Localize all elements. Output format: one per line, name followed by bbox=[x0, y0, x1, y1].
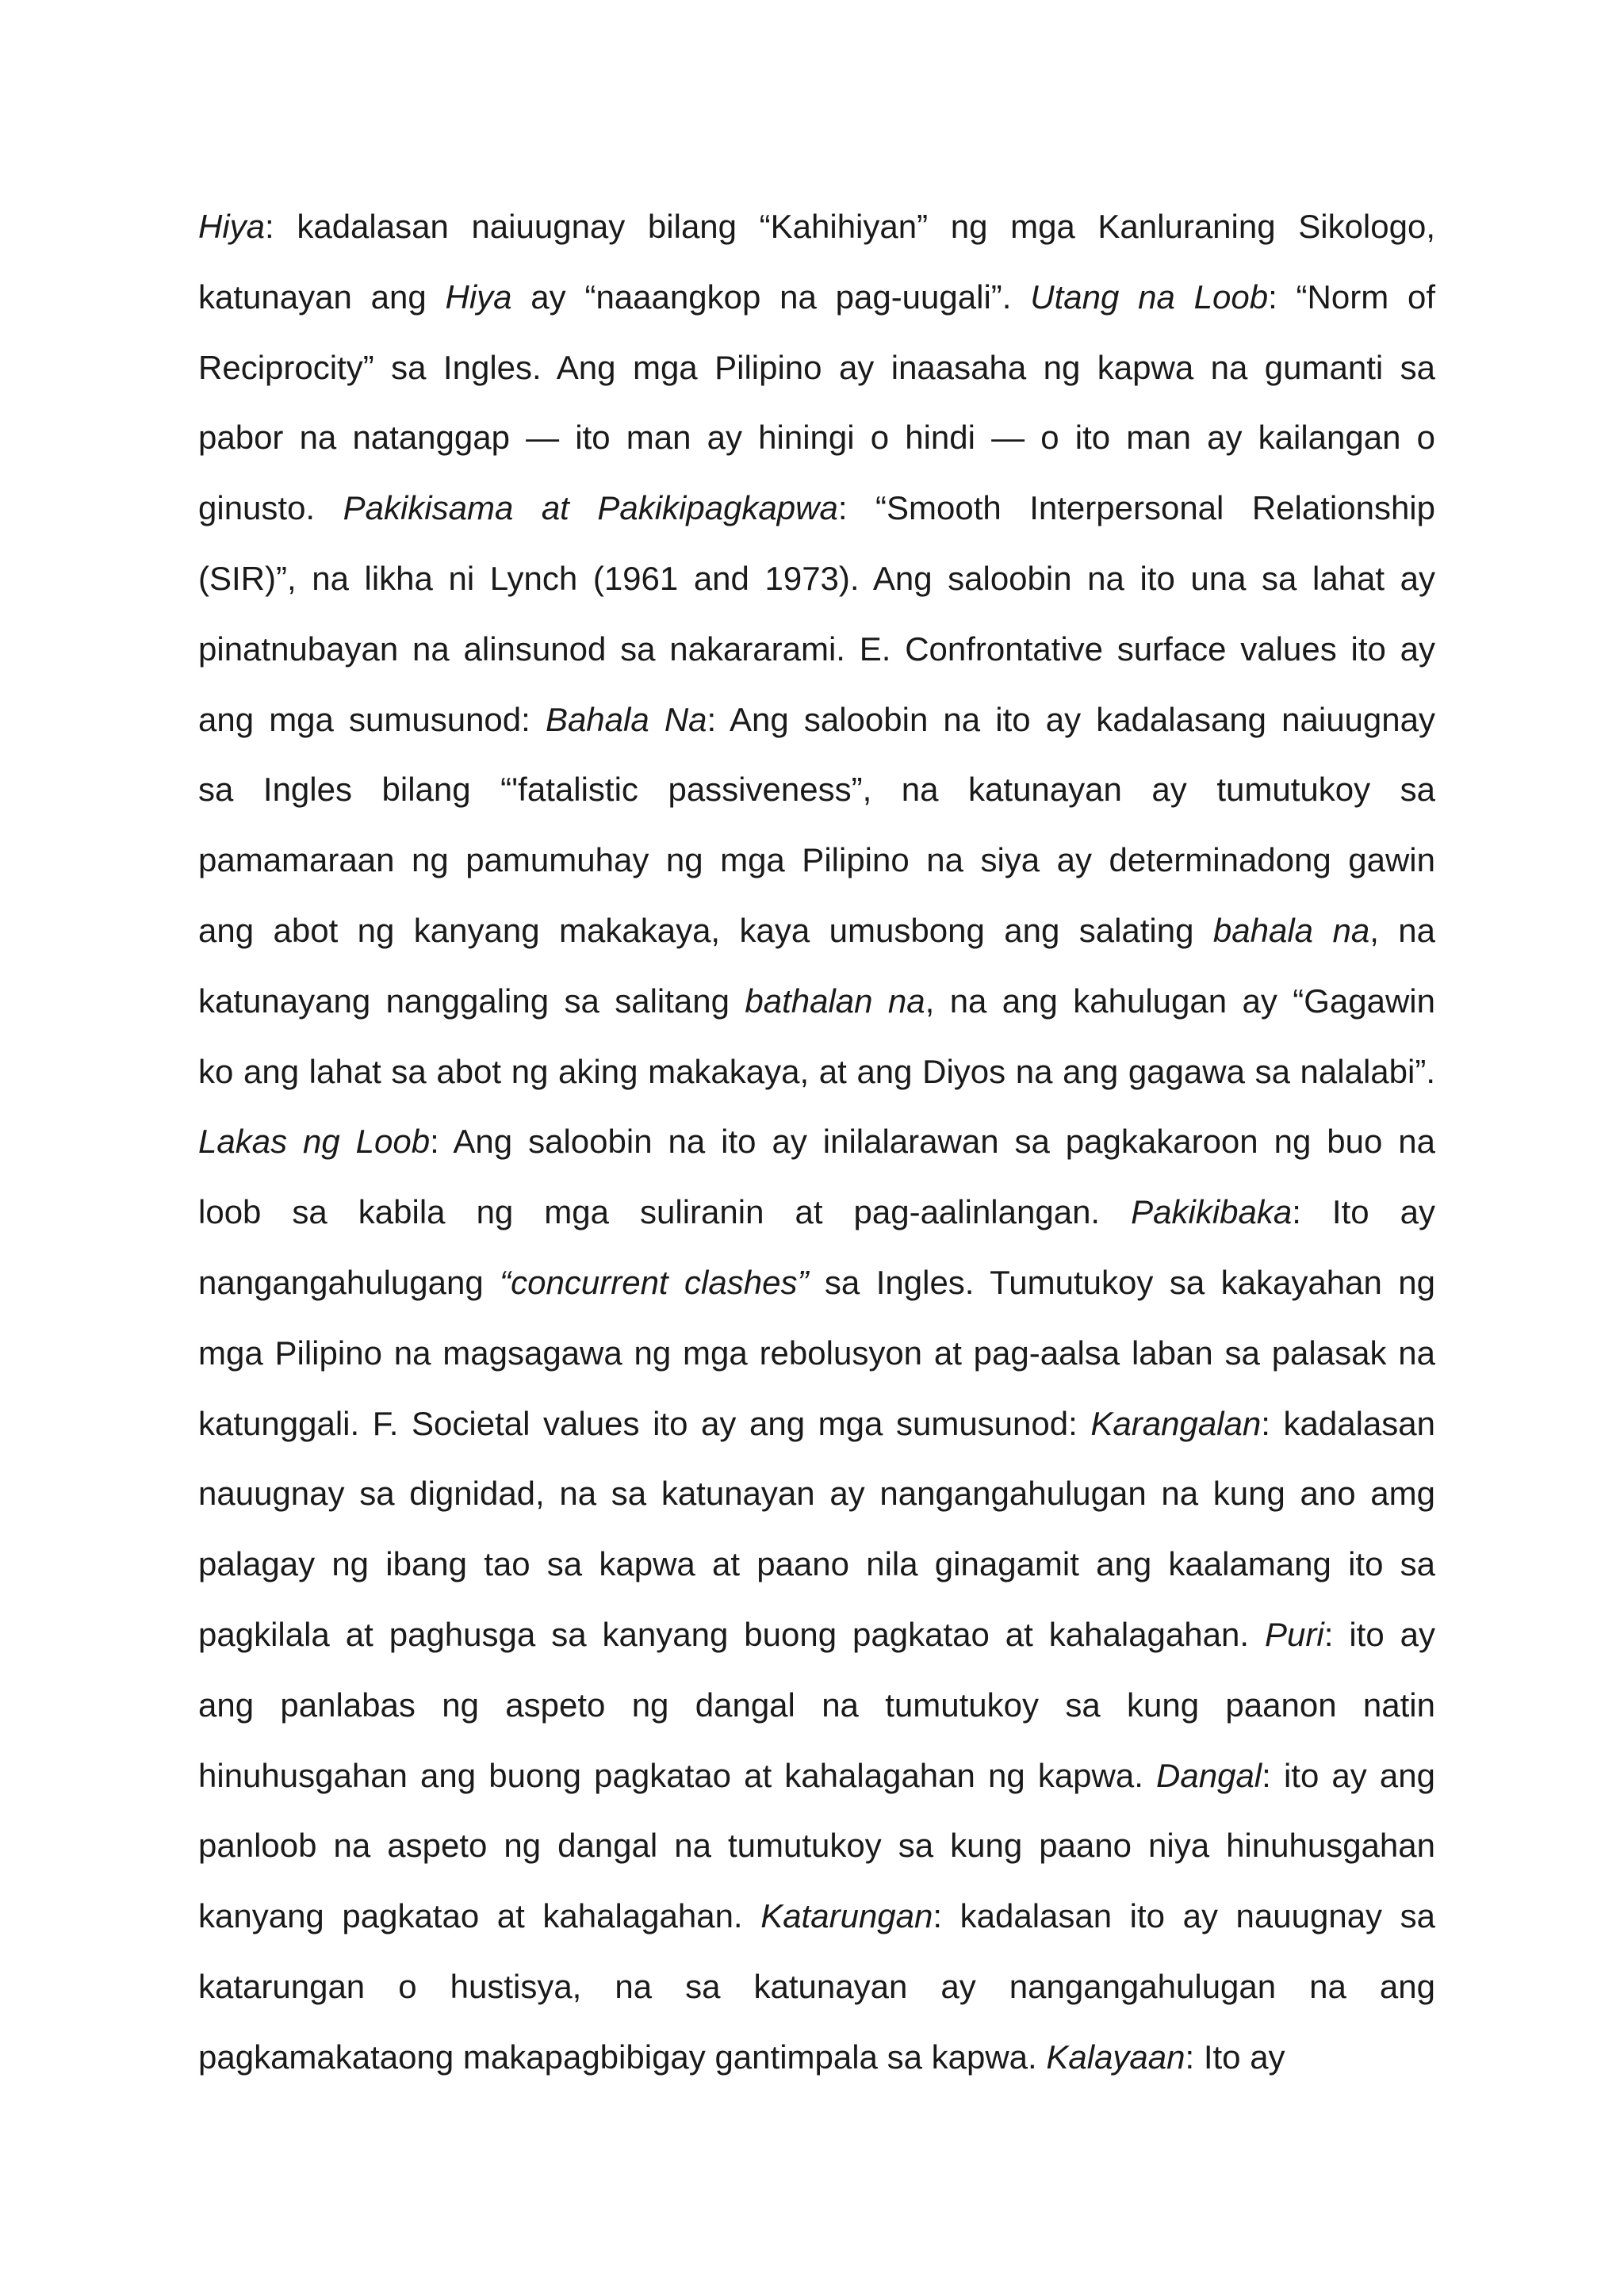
text-line bbox=[198, 403, 1435, 473]
text-run: hinuhusgahan ang buong pagkatao at kahalagahan ng kapwa. bbox=[198, 1756, 1157, 1794]
text-line bbox=[198, 1177, 1435, 1248]
text-run: : kadalasan naiuugnay bilang “Kahihiyan” ng mga Kanluraning Sikologo, bbox=[265, 208, 1435, 245]
text-line bbox=[198, 473, 1435, 544]
text-run: katunayang nanggaling sa salitang bbox=[198, 982, 745, 1020]
text-run: : Ang saloobin na ito ay kadalasang naiuugnay bbox=[707, 700, 1435, 738]
text-line bbox=[198, 1248, 1435, 1318]
text-line bbox=[198, 333, 1435, 404]
body-paragraph bbox=[198, 192, 1435, 2093]
text-line bbox=[198, 2022, 1435, 2093]
text-run: panloob na aspeto ng dangal na tumutukoy sa kung paano niya hinuhusgahan bbox=[198, 1827, 1435, 1865]
text-run: sa Ingles. Tumutukoy sa kakayahan ng bbox=[808, 1263, 1435, 1301]
text-run: ay “naaangkop na pag-uugali”. bbox=[511, 277, 1031, 316]
text-run: : “Norm of bbox=[1268, 277, 1435, 316]
text-run: kanyang pagkatao at kahalagahan. bbox=[198, 1897, 761, 1935]
text-line bbox=[198, 1952, 1435, 2022]
text-line bbox=[198, 1600, 1435, 1670]
italic-term: Pakikisama at Pakikipagkapwa bbox=[343, 489, 838, 527]
text-run: mga Pilipino na magsagawa ng mga rebolusyon at pag-aalsa laban sa palasak na bbox=[198, 1334, 1435, 1372]
text-run: : “Smooth Interpersonal Relationship bbox=[837, 489, 1435, 527]
italic-term: Katarungan bbox=[760, 1897, 933, 1935]
text-run: , na bbox=[1369, 911, 1435, 949]
text-run: loob sa kabila ng mga suliranin at pag-aalinlangan. bbox=[198, 1193, 1132, 1231]
italic-term: Bahala Na bbox=[545, 700, 707, 738]
text-line bbox=[198, 1389, 1435, 1460]
text-line bbox=[198, 1107, 1435, 1177]
text-line bbox=[198, 262, 1435, 333]
text-run: pagkilala at paghusga sa kanyang buong pagkatao at kahalagahan. bbox=[198, 1615, 1265, 1653]
text-line bbox=[198, 1529, 1435, 1600]
text-run: nangangahulugang bbox=[198, 1263, 500, 1301]
italic-term: bathalan na bbox=[745, 982, 925, 1020]
text-run: ang panlabas ng aspeto ng dangal na tumutukoy sa kung paanon natin bbox=[198, 1686, 1435, 1724]
text-line bbox=[198, 192, 1435, 262]
text-line bbox=[198, 966, 1435, 1037]
text-line bbox=[198, 685, 1435, 756]
text-line bbox=[198, 614, 1435, 685]
text-line bbox=[198, 1670, 1435, 1741]
italic-term: Kalayaan bbox=[1046, 2038, 1185, 2076]
text-run: katunggali. F. Societal values ito ay ang mga sumusunod: bbox=[198, 1404, 1091, 1442]
italic-term: Utang na Loob bbox=[1030, 277, 1269, 316]
italic-term: “concurrent clashes” bbox=[500, 1263, 809, 1301]
text-run: : Ito ay bbox=[1185, 2038, 1285, 2076]
italic-term: Pakikibaka bbox=[1131, 1193, 1293, 1231]
text-run: ang abot ng kanyang makakaya, kaya umusbong ang salating bbox=[198, 911, 1213, 949]
text-run: : ito ay ang bbox=[1262, 1756, 1435, 1794]
text-line bbox=[198, 1881, 1435, 1952]
text-run: : Ang saloobin na ito ay inilalarawan sa pagkakaroon ng buo na bbox=[430, 1123, 1435, 1161]
text-run: ginusto. bbox=[198, 489, 343, 527]
text-line bbox=[198, 825, 1435, 896]
text-run: ang mga sumusunod: bbox=[198, 700, 546, 738]
italic-term: Karangalan bbox=[1090, 1404, 1262, 1442]
text-run: Reciprocity” sa Ingles. Ang mga Pilipino ay inaasaha ng kapwa na gumanti sa bbox=[198, 348, 1435, 386]
italic-term: Dangal bbox=[1156, 1756, 1262, 1794]
text-line bbox=[198, 755, 1435, 825]
italic-term: Hiya bbox=[198, 208, 266, 245]
italic-term: bahala na bbox=[1212, 911, 1370, 949]
italic-term: Lakas ng Loob bbox=[198, 1123, 431, 1161]
text-run: : Ito ay bbox=[1292, 1193, 1435, 1231]
text-run: katunayan ang bbox=[198, 277, 446, 316]
text-run: pamamaraan ng pamumuhay ng mga Pilipino na siya ay determinadong gawin bbox=[198, 841, 1435, 879]
text-line bbox=[198, 1741, 1435, 1812]
text-line bbox=[198, 1037, 1435, 1108]
text-run: (SIR)”, na likha ni Lynch (1961 and 1973). Ang saloobin na ito una sa lahat ay bbox=[198, 559, 1435, 597]
text-run: pabor na natanggap — ito man ay hiningi o hindi — o ito man ay kailangan o bbox=[198, 419, 1435, 457]
text-line bbox=[198, 1459, 1435, 1529]
text-run: sa Ingles bilang “'fatalistic passiveness”, na katunayan ay tumutukoy sa bbox=[198, 771, 1435, 809]
text-run: katarungan o hustisya, na sa katunayan ay nangangahulugan na ang bbox=[198, 1967, 1435, 2005]
text-line bbox=[198, 896, 1435, 966]
text-run: ko ang lahat sa abot ng aking makakaya, at ang Diyos na ang gagawa sa nalalabi”. bbox=[198, 1052, 1435, 1090]
text-run: : kadalasan bbox=[1261, 1404, 1435, 1442]
text-run: palagay ng ibang tao sa kapwa at paano nila ginagamit ang kaalamang ito sa bbox=[198, 1545, 1435, 1583]
text-run: , na ang kahulugan ay “Gagawin bbox=[925, 982, 1435, 1020]
italic-term: Puri bbox=[1264, 1615, 1324, 1653]
text-line bbox=[198, 1318, 1435, 1389]
text-run: nauugnay sa dignidad, na sa katunayan ay nangangahulugan na kung ano amg bbox=[198, 1475, 1435, 1513]
text-run: pagkamakataong makapagbibigay gantimpala sa kapwa. bbox=[198, 2038, 1047, 2076]
text-run: : ito ay bbox=[1323, 1615, 1435, 1653]
text-run: pinatnubayan na alinsunod sa nakararami. E. Confrontative surface values ito ay bbox=[198, 629, 1435, 668]
text-line bbox=[198, 1811, 1435, 1881]
italic-term: Hiya bbox=[445, 277, 512, 316]
text-line bbox=[198, 544, 1435, 614]
text-run: : kadalasan ito ay nauugnay sa bbox=[933, 1897, 1435, 1935]
